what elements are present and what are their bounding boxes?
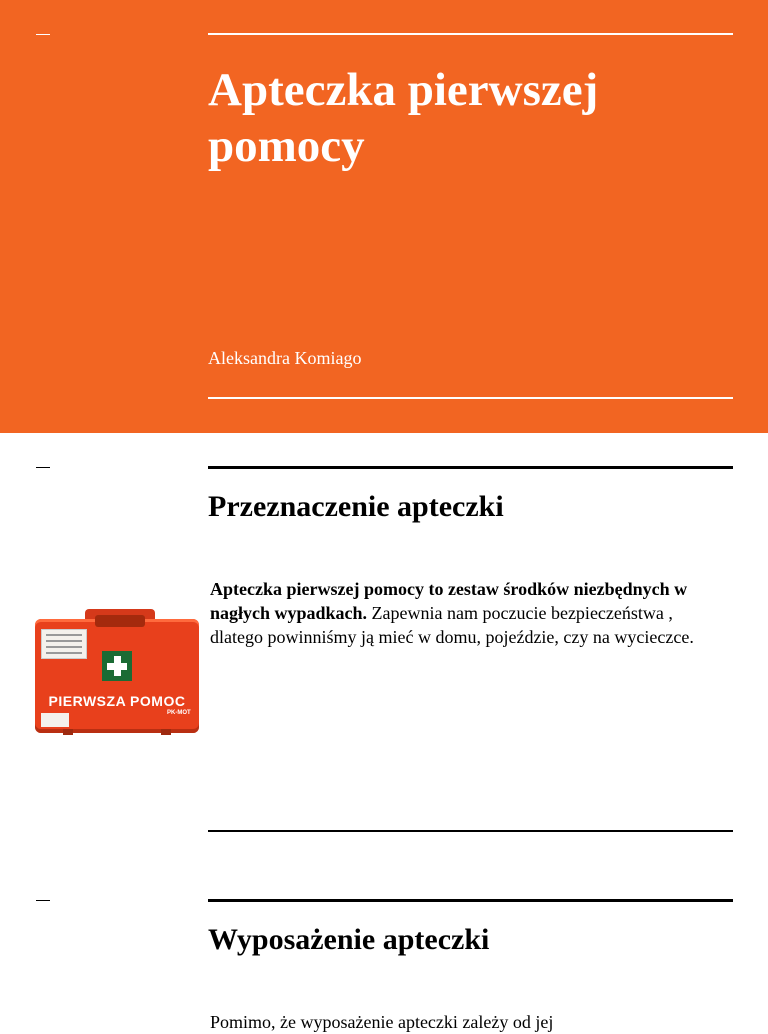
kit-sublabel: PK-MOT — [167, 710, 191, 716]
purpose-paragraph — [210, 577, 730, 649]
equipment-paragraph: Pomimo, że wyposażenie apteczki zależy od jej — [210, 1012, 554, 1032]
first-aid-kit-image — [33, 609, 201, 735]
slide-marker — [36, 34, 50, 35]
presentation-title: Apteczka pierwszej pomocy — [208, 64, 599, 172]
purpose-text: Zapewnia nam poczucie bezpieczeństwa , dlatego powinniśmy ją mieć w domu, pojeździe, czy na wycieczce. — [210, 603, 694, 647]
kit-label: PIERWSZA POMOC — [48, 693, 186, 709]
slide-heading: Wyposażenie apteczki — [208, 923, 490, 956]
purpose-bold-text: Apteczka pierwszej pomocy to zestaw środków niezbędnych w nagłych wypadkach. — [210, 579, 688, 623]
kit-tag — [41, 713, 69, 727]
author-name: Aleksandra Komiago — [208, 348, 362, 368]
bottom-divider — [208, 830, 733, 832]
top-divider — [208, 466, 733, 469]
title-slide — [0, 0, 768, 433]
kit-sticker — [41, 629, 87, 659]
kit-handle-hole — [95, 615, 145, 627]
top-divider — [208, 33, 733, 35]
first-aid-cross-icon — [102, 651, 132, 681]
top-divider — [208, 899, 733, 902]
slide-marker — [36, 467, 50, 468]
kit-latch — [161, 729, 171, 735]
kit-latch — [63, 729, 73, 735]
equipment-slide — [0, 866, 768, 1032]
purpose-slide — [0, 433, 768, 866]
slide-heading: Przeznaczenie apteczki — [208, 490, 504, 523]
slide-marker — [36, 900, 50, 901]
bottom-divider — [208, 397, 733, 399]
